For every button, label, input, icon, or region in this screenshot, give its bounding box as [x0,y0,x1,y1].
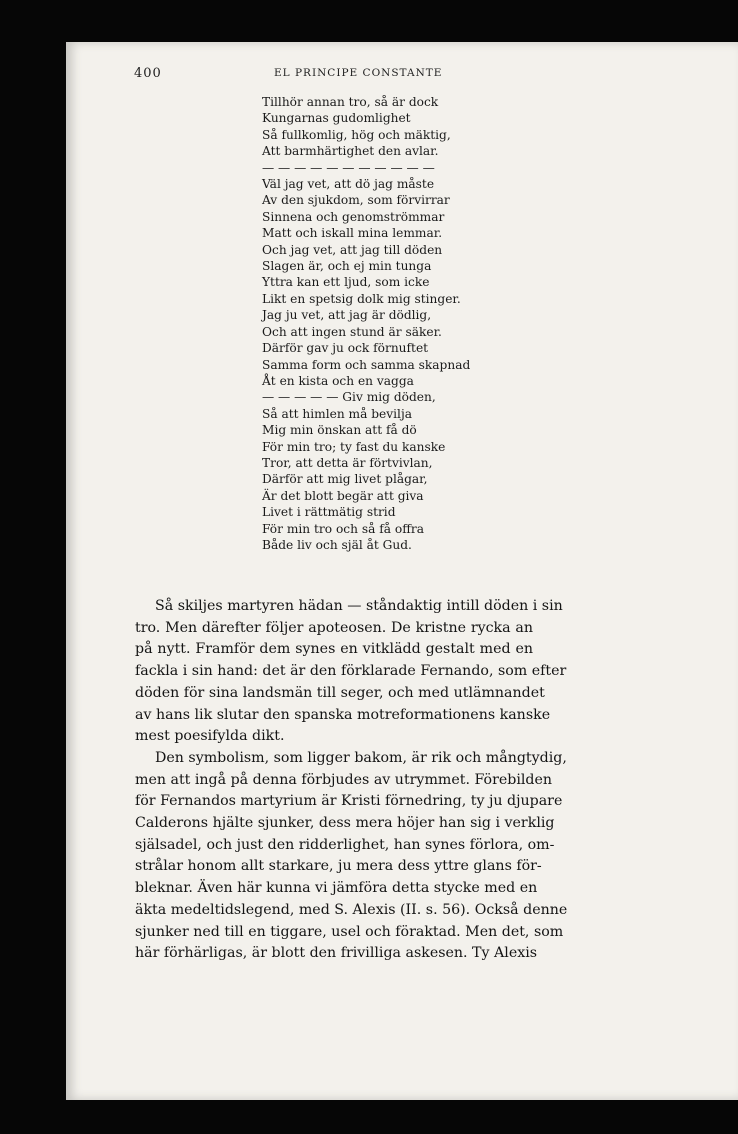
page-number: 400 [134,66,162,81]
verse-line: Åt en kista och en vagga [262,373,414,388]
verse-line: Mig min önskan att få dö [262,423,417,438]
prose-line: tro. Men därefter följer apoteosen. De kristne rycka an [135,619,533,636]
prose-line: Calderons hjälte sjunker, dess mera höjer han sig i verklig [135,815,555,832]
prose-line: fackla i sin hand: det är den förklarade Fernando, som efter [135,663,567,680]
prose-line: för Fernandos martyrium är Kristi förnedring, ty ju djupare [135,793,563,810]
verse-line: Därför gav ju ock förnuftet [262,341,429,356]
prose-line: strålar honom allt starkare, ju mera dess yttre glans för- [135,858,542,875]
verse-line: Matt och iskall mina lemmar. [262,226,443,241]
verse-line: Sinnena och genomströmmar [262,209,445,224]
prose-block [135,596,568,965]
prose-line: Så skiljes martyren hädan — ståndaktig intill döden i sin [155,598,563,614]
verse-line: Så att himlen må bevilja [262,406,412,421]
verse-line: — — — — — — — — — — — [262,160,435,175]
prose-line: på nytt. Framför dem synes en vitklädd gestalt med en [135,641,533,658]
prose-line: av hans lik slutar den spanska motreformationens kanske [135,706,551,723]
verse-line: Att barmhärtighet den avlar. [262,144,439,159]
verse-line: Tror, att detta är förtvivlan, [262,455,433,470]
prose-line: äkta medeltidslegend, med S. Alexis (II. s. 56). Också denne [135,901,568,918]
verse-block [262,94,542,553]
verse-line: Tillhör annan tro, så är dock [262,95,439,109]
verse-line: Slagen är, och ej min tunga [262,259,432,274]
prose-line: här förhärligas, är blott den frivilliga askesen. Ty Alexis [135,945,538,962]
running-head: EL PRINCIPE CONSTANTE [274,67,443,79]
prose-line: bleknar. Även här kunna vi jämföra detta stycke med en [135,880,538,897]
verse-line: Kungarnas gudomlighet [262,111,411,126]
verse-line: Och att ingen stund är säker. [262,324,442,339]
verse-line: Jag ju vet, att jag är dödlig, [262,308,432,323]
verse-line: Av den sjukdom, som förvirrar [262,193,450,208]
verse-line: Livet i rättmätig strid [262,505,396,520]
verse-line: Därför att mig livet plågar, [262,472,428,487]
verse-line: Både liv och själ åt Gud. [262,537,412,552]
verse-line: Likt en spetsig dolk mig stinger. [262,291,461,306]
verse-line: — — — — — Giv mig döden, [262,390,436,405]
prose-line: själsadel, och just den ridderlighet, han synes förlora, om- [135,836,555,853]
verse-line: Yttra kan ett ljud, som icke [262,275,430,290]
verse-line: Väl jag vet, att dö jag måste [262,177,435,192]
verse-line: Och jag vet, att jag till döden [262,242,443,257]
prose-line: mest poesifylda dikt. [135,728,285,745]
prose-line: Den symbolism, som ligger bakom, är rik och mångtydig, [155,749,567,766]
verse-line: För min tro; ty fast du kanske [262,439,446,454]
prose-line: sjunker ned till en tiggare, usel och föraktad. Men det, som [135,923,564,940]
prose-line: men att ingå på denna förbjudes av utrymmet. Förebilden [135,771,553,788]
prose-line: döden för sina landsmän till seger, och med utlämnandet [135,684,545,701]
verse-line: Så fullkomlig, hög och mäktig, [262,127,451,142]
verse-line: För min tro och så få offra [262,521,424,536]
verse-line: Samma form och samma skapnad [262,357,471,372]
page-header [134,66,536,84]
verse-line: Är det blott begär att giva [262,488,424,503]
